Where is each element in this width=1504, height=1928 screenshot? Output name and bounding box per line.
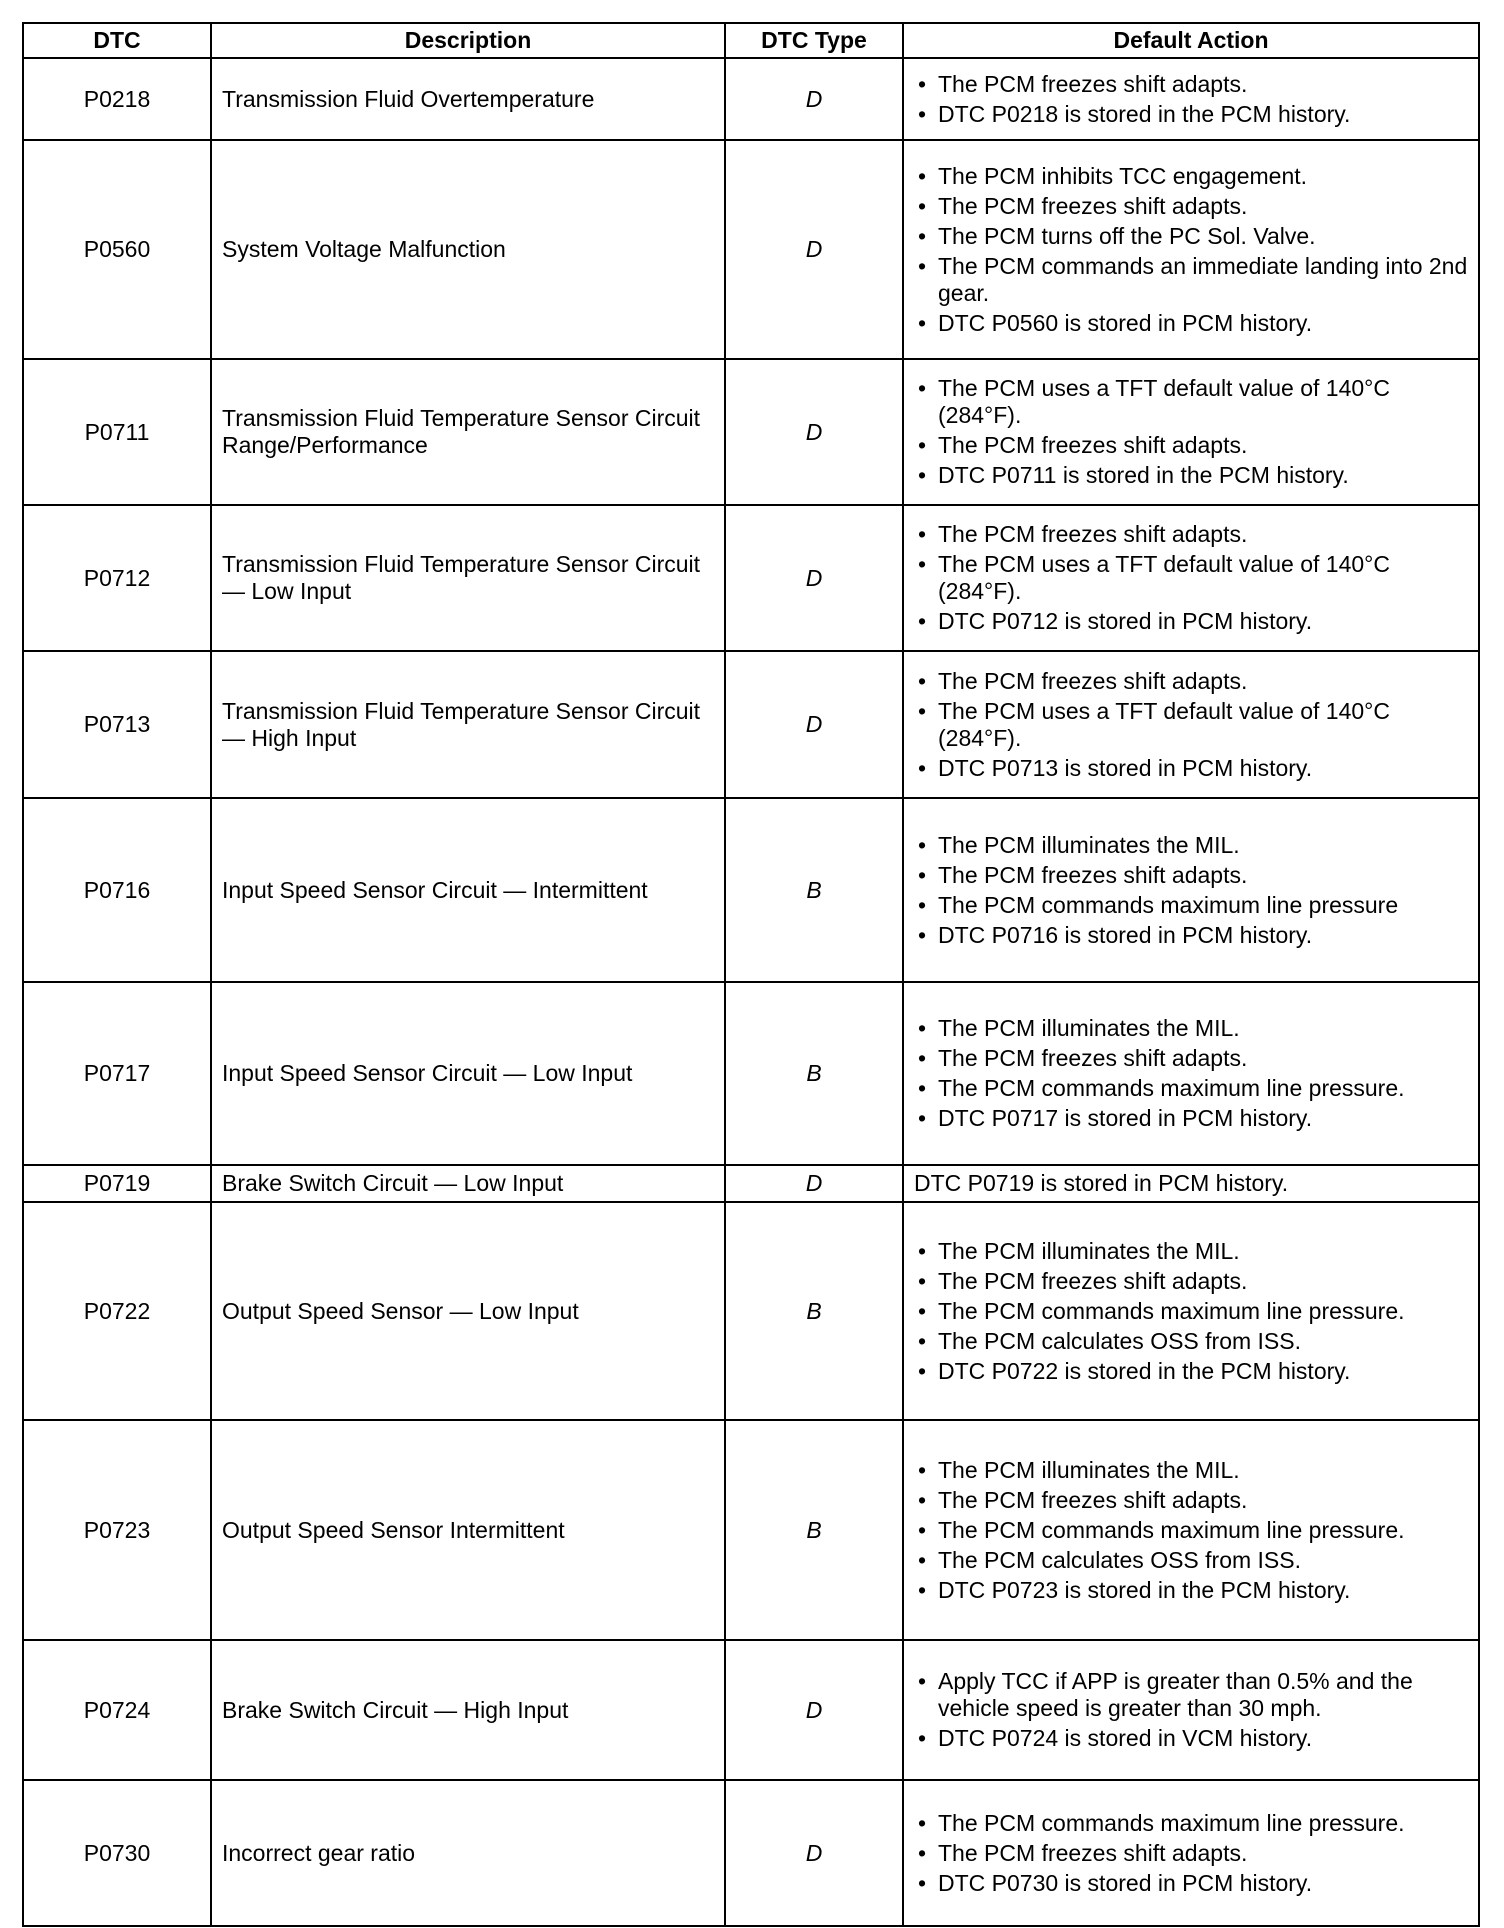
default-action	[903, 1780, 1479, 1926]
action-item: • DTC P0716 is stored in PCM history.	[914, 922, 1468, 949]
dtc-type: B	[725, 798, 903, 982]
action-item: • The PCM commands maximum line pressure.	[914, 1810, 1468, 1837]
action-list	[914, 521, 1468, 635]
dtc-description: Transmission Fluid Temperature Sensor Circuit — High Input	[211, 651, 725, 798]
action-item: • The PCM freezes shift adapts.	[914, 1840, 1468, 1867]
action-item: • The PCM inhibits TCC engagement.	[914, 163, 1468, 190]
header-description: Description	[211, 23, 725, 58]
action-item: • The PCM freezes shift adapts.	[914, 71, 1468, 98]
action-item: • DTC P0713 is stored in PCM history.	[914, 755, 1468, 782]
dtc-type: D	[725, 1640, 903, 1780]
action-item: • The PCM freezes shift adapts.	[914, 432, 1468, 459]
dtc-type: D	[725, 651, 903, 798]
dtc-code: P0560	[23, 140, 211, 359]
action-item: • The PCM uses a TFT default value of 140°C (284°F).	[914, 698, 1468, 752]
action-list	[914, 668, 1468, 782]
default-action	[903, 140, 1479, 359]
table-row	[23, 1780, 1479, 1926]
dtc-description: Incorrect gear ratio	[211, 1780, 725, 1926]
table-row	[23, 505, 1479, 651]
dtc-description: Input Speed Sensor Circuit — Low Input	[211, 982, 725, 1165]
header-dtc-type: DTC Type	[725, 23, 903, 58]
dtc-description: Transmission Fluid Overtemperature	[211, 58, 725, 140]
dtc-type: D	[725, 1165, 903, 1202]
dtc-code: P0218	[23, 58, 211, 140]
dtc-type: B	[725, 1202, 903, 1420]
action-item: • Apply TCC if APP is greater than 0.5% and the vehicle speed is greater than 30 mph.	[914, 1668, 1468, 1722]
action-item: • DTC P0730 is stored in PCM history.	[914, 1870, 1468, 1897]
action-item: • The PCM uses a TFT default value of 140°C (284°F).	[914, 551, 1468, 605]
dtc-code: P0711	[23, 359, 211, 505]
default-action	[903, 359, 1479, 505]
dtc-code: P0717	[23, 982, 211, 1165]
action-item: • The PCM freezes shift adapts.	[914, 1487, 1468, 1514]
action-item: • The PCM uses a TFT default value of 140°C (284°F).	[914, 375, 1468, 429]
table-row	[23, 982, 1479, 1165]
dtc-code: P0719	[23, 1165, 211, 1202]
action-list	[914, 375, 1468, 489]
action-list	[914, 1668, 1468, 1752]
action-item: • DTC P0723 is stored in the PCM history.	[914, 1577, 1468, 1604]
action-item: • The PCM commands maximum line pressure	[914, 892, 1468, 919]
action-item: • DTC P0724 is stored in VCM history.	[914, 1725, 1468, 1752]
table-row	[23, 1165, 1479, 1202]
action-item: • The PCM illuminates the MIL.	[914, 1457, 1468, 1484]
dtc-description: Transmission Fluid Temperature Sensor Circuit — Low Input	[211, 505, 725, 651]
action-item: • The PCM calculates OSS from ISS.	[914, 1328, 1468, 1355]
action-item: • The PCM commands maximum line pressure.	[914, 1298, 1468, 1325]
dtc-type: D	[725, 58, 903, 140]
table-row	[23, 1420, 1479, 1640]
dtc-type: B	[725, 982, 903, 1165]
action-item: • The PCM illuminates the MIL.	[914, 1238, 1468, 1265]
action-list	[914, 163, 1468, 337]
table-row	[23, 140, 1479, 359]
dtc-description: Brake Switch Circuit — High Input	[211, 1640, 725, 1780]
action-item: • DTC P0218 is stored in the PCM history.	[914, 101, 1468, 128]
action-item: • DTC P0711 is stored in the PCM history.	[914, 462, 1468, 489]
action-list	[914, 71, 1468, 128]
table-row	[23, 1202, 1479, 1420]
table-row	[23, 798, 1479, 982]
table-row	[23, 651, 1479, 798]
table-row	[23, 359, 1479, 505]
default-action	[903, 651, 1479, 798]
dtc-code: P0730	[23, 1780, 211, 1926]
dtc-description: Input Speed Sensor Circuit — Intermittent	[211, 798, 725, 982]
action-item: • The PCM illuminates the MIL.	[914, 832, 1468, 859]
action-list	[914, 1457, 1468, 1604]
table-header-row	[23, 23, 1479, 58]
dtc-description: Output Speed Sensor — Low Input	[211, 1202, 725, 1420]
action-item: • The PCM freezes shift adapts.	[914, 862, 1468, 889]
dtc-type: D	[725, 1780, 903, 1926]
action-item: • The PCM freezes shift adapts.	[914, 193, 1468, 220]
dtc-code: P0722	[23, 1202, 211, 1420]
table-row	[23, 58, 1479, 140]
dtc-code: P0712	[23, 505, 211, 651]
default-action	[903, 1202, 1479, 1420]
dtc-code: P0713	[23, 651, 211, 798]
default-action	[903, 58, 1479, 140]
header-default-action: Default Action	[903, 23, 1479, 58]
table-body	[23, 58, 1479, 1926]
dtc-type: D	[725, 140, 903, 359]
dtc-type: D	[725, 505, 903, 651]
action-item: • The PCM freezes shift adapts.	[914, 668, 1468, 695]
action-list	[914, 1238, 1468, 1385]
action-item: • The PCM commands maximum line pressure.	[914, 1517, 1468, 1544]
dtc-description: Brake Switch Circuit — Low Input	[211, 1165, 725, 1202]
dtc-description: System Voltage Malfunction	[211, 140, 725, 359]
default-action: DTC P0719 is stored in PCM history.	[903, 1165, 1479, 1202]
dtc-code: P0724	[23, 1640, 211, 1780]
dtc-code: P0723	[23, 1420, 211, 1640]
action-item: • The PCM commands an immediate landing into 2nd gear.	[914, 253, 1468, 307]
dtc-type: D	[725, 359, 903, 505]
default-action	[903, 982, 1479, 1165]
default-action	[903, 505, 1479, 651]
dtc-code: P0716	[23, 798, 211, 982]
dtc-description: Transmission Fluid Temperature Sensor Circuit Range/Performance	[211, 359, 725, 505]
action-item: • DTC P0722 is stored in the PCM history.	[914, 1358, 1468, 1385]
action-item: • The PCM commands maximum line pressure.	[914, 1075, 1468, 1102]
default-action	[903, 798, 1479, 982]
default-action	[903, 1420, 1479, 1640]
action-item: • DTC P0717 is stored in PCM history.	[914, 1105, 1468, 1132]
action-list	[914, 832, 1468, 949]
table-row	[23, 1640, 1479, 1780]
action-item: • The PCM freezes shift adapts.	[914, 1268, 1468, 1295]
action-list	[914, 1810, 1468, 1897]
header-dtc: DTC	[23, 23, 211, 58]
dtc-type: B	[725, 1420, 903, 1640]
action-item: • DTC P0712 is stored in PCM history.	[914, 608, 1468, 635]
dtc-table	[22, 22, 1480, 1927]
action-item: • The PCM freezes shift adapts.	[914, 1045, 1468, 1072]
default-action	[903, 1640, 1479, 1780]
action-item: • The PCM illuminates the MIL.	[914, 1015, 1468, 1042]
action-list	[914, 1015, 1468, 1132]
action-item: • The PCM turns off the PC Sol. Valve.	[914, 223, 1468, 250]
action-item: • The PCM freezes shift adapts.	[914, 521, 1468, 548]
action-item: • The PCM calculates OSS from ISS.	[914, 1547, 1468, 1574]
dtc-description: Output Speed Sensor Intermittent	[211, 1420, 725, 1640]
action-item: • DTC P0560 is stored in PCM history.	[914, 310, 1468, 337]
